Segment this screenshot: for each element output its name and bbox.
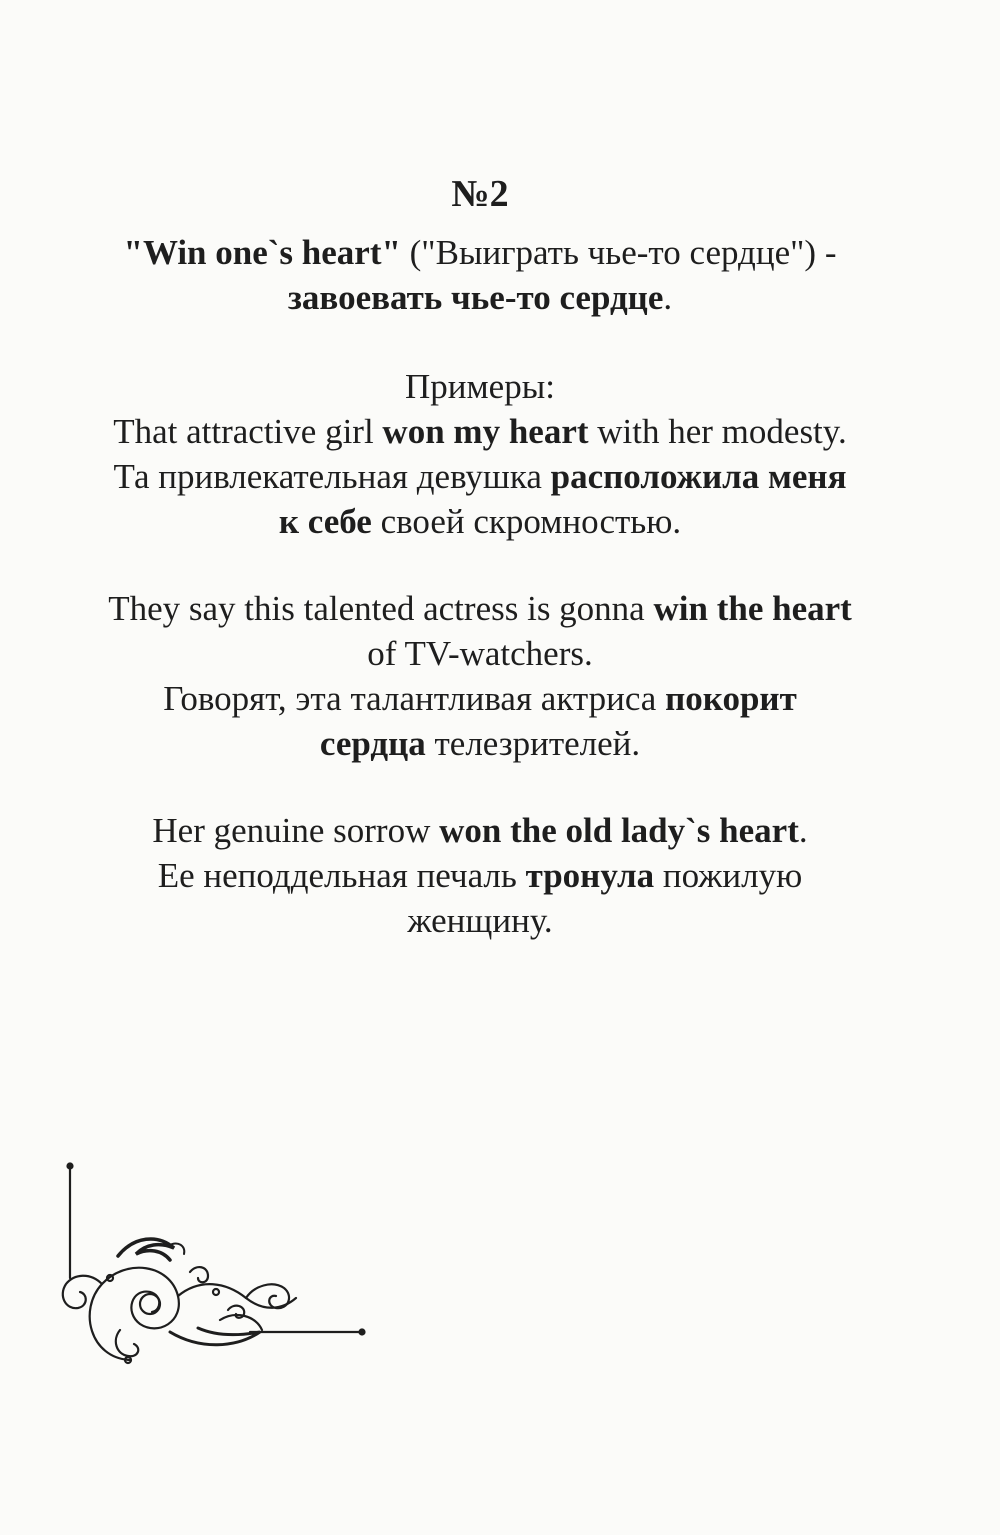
text-fragment: Her genuine sorrow <box>152 811 440 850</box>
example-2 <box>60 586 900 766</box>
idiom-highlight: won the old lady`s heart <box>439 811 799 850</box>
example-2-english-cont: of TV-watchers. <box>367 634 593 673</box>
idiom-phrase: "Win one`s heart" <box>123 233 401 272</box>
text-fragment: That attractive girl <box>113 412 383 451</box>
example-2-russian <box>60 676 900 721</box>
idiom-meaning-period: . <box>663 278 673 317</box>
example-1-russian <box>60 454 900 499</box>
example-3-russian <box>60 853 900 898</box>
example-2-russian-cont <box>60 721 900 766</box>
example-3-russian-cont: женщину. <box>407 901 553 940</box>
example-1-english <box>60 409 900 454</box>
text-fragment: Ее неподдельная печаль <box>157 856 526 895</box>
text-fragment: Та привлекательная девушка <box>113 457 551 496</box>
examples-label: Примеры: <box>405 367 555 406</box>
entry-number: №2 <box>451 173 509 215</box>
text-fragment: пожилую <box>654 856 803 895</box>
text-fragment: . <box>798 811 808 850</box>
example-2-english <box>60 586 900 631</box>
idiom-highlight: win the heart <box>653 589 852 628</box>
example-3-english <box>60 808 900 853</box>
example-3 <box>60 808 900 943</box>
idiom-line-2 <box>60 275 900 320</box>
idiom-highlight: к себе <box>278 502 372 541</box>
text-fragment: They say this talented actress is gonna <box>108 589 654 628</box>
idiom-highlight: сердца <box>319 724 426 763</box>
idiom-highlight: won my heart <box>382 412 589 451</box>
example-1 <box>60 364 900 544</box>
idiom-meaning: завоевать чье-то сердце <box>287 278 664 317</box>
example-1-russian-cont <box>60 499 900 544</box>
idiom-definition <box>60 230 900 320</box>
idiom-literal-translation: ("Выиграть чье-то сердце") - <box>400 233 837 272</box>
idiom-highlight: расположила меня <box>550 457 847 496</box>
idiom-highlight: тронула <box>525 856 655 895</box>
text-fragment: своей скромностью. <box>371 502 682 541</box>
idiom-line-1 <box>60 230 900 275</box>
text-fragment: Говорят, эта талантливая актриса <box>163 679 666 718</box>
text-fragment: телезрителей. <box>425 724 641 763</box>
flourish-corner-ornament-icon <box>50 1160 380 1370</box>
text-fragment: with her modesty. <box>588 412 847 451</box>
idiom-highlight: покорит <box>665 679 797 718</box>
